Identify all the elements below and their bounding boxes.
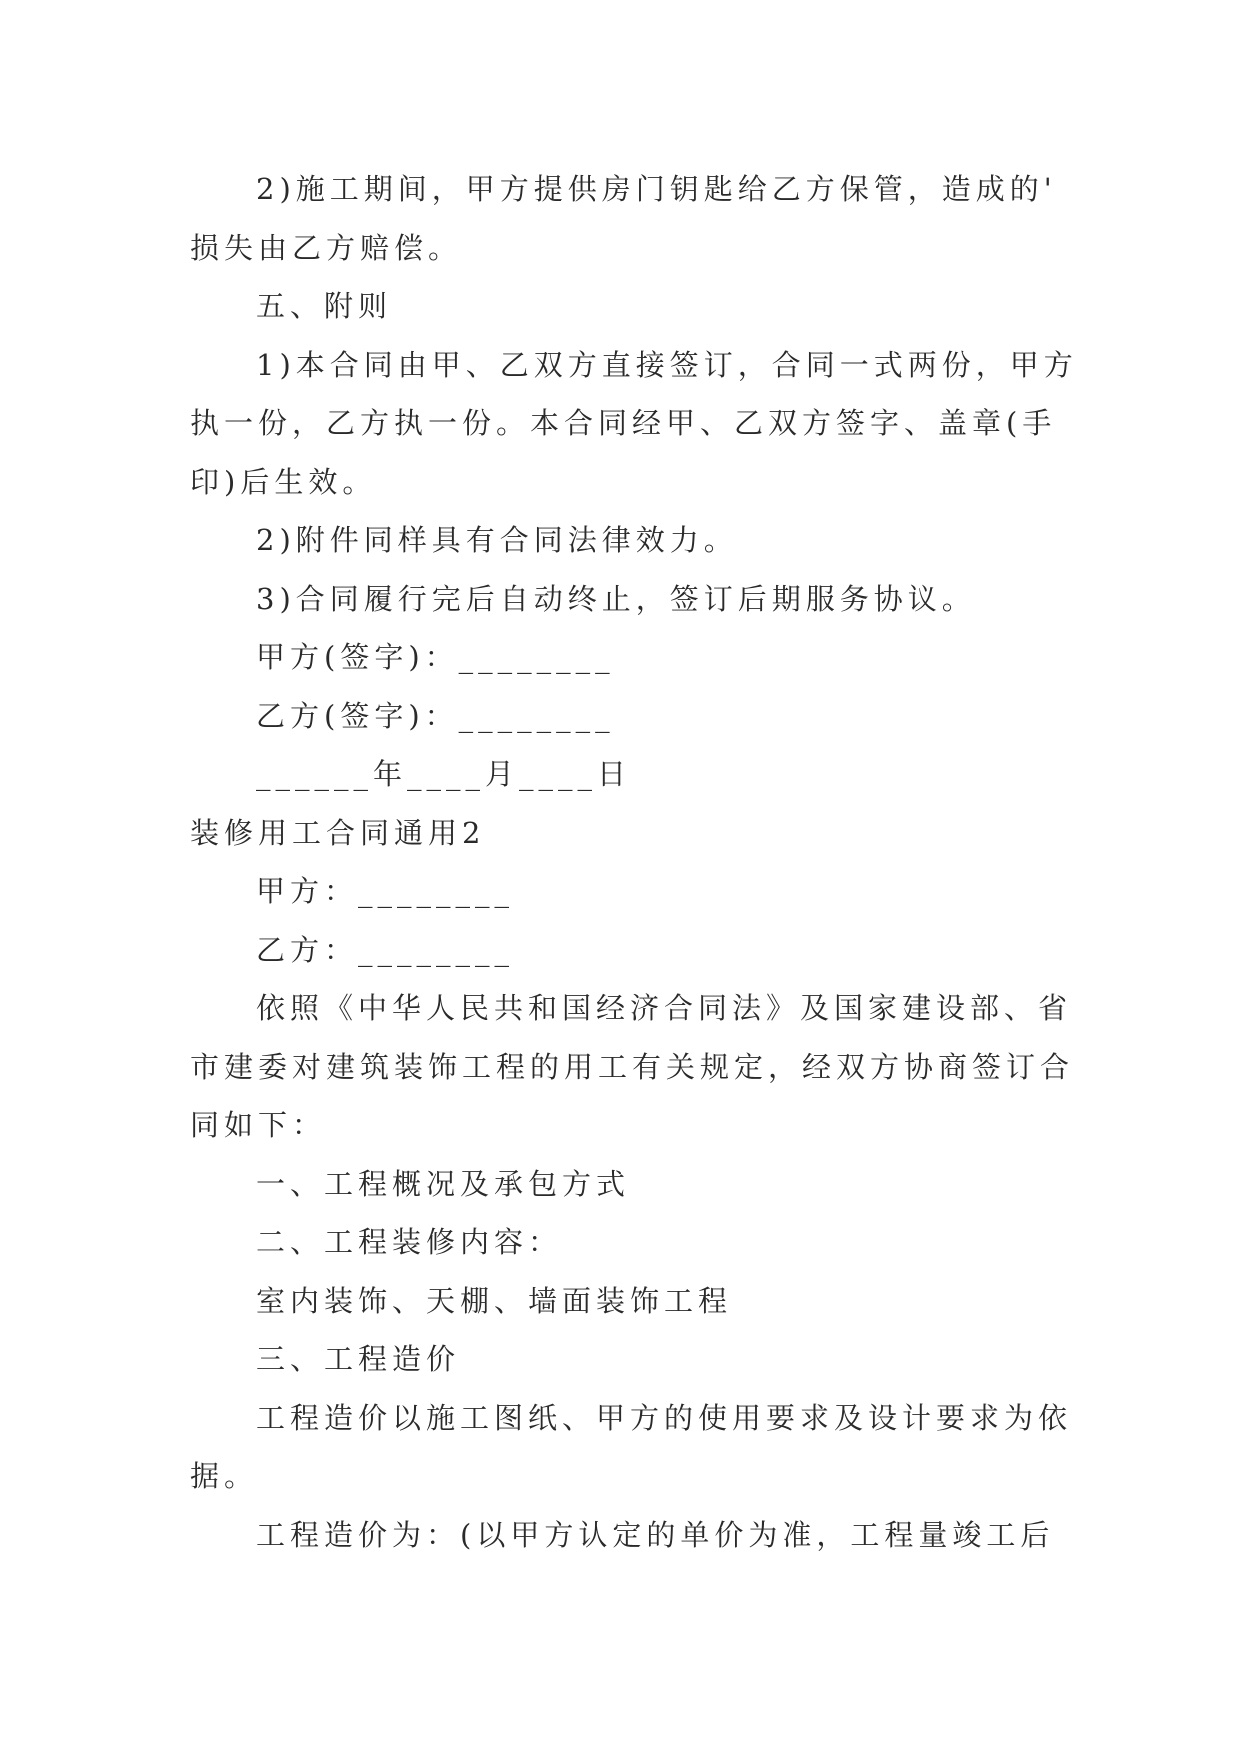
preamble-paragraph-cont: 市建委对建筑装饰工程的用工有关规定，经双方协商签订合 [190,1049,1075,1084]
document-body [190,160,1078,1564]
appendix-clause-1-cont: 印)后生效。 [190,464,377,499]
clause-keys-custody-cont: 损失由乙方赔偿。 [190,230,463,265]
party-b-signature-line: 乙方(签字)：________ [256,698,615,733]
section-heading-content: 二、工程装修内容： [256,1225,563,1259]
document-title: 装修用工合同通用2 [190,815,486,850]
appendix-clause-1-cont: 执一份，乙方执一份。本合同经甲、乙双方签字、盖章(手 [190,406,1057,440]
preamble-paragraph-cont: 同如下： [190,1108,327,1142]
section-heading-overview: 一、工程概况及承包方式 [256,1166,631,1201]
date-line: ______年____月____日 [256,757,632,791]
cost-basis-paragraph: 工程造价以施工图纸、甲方的使用要求及设计要求为依 [256,1400,1073,1435]
appendix-clause-3: 3)合同履行完后自动终止，签订后期服务协议。 [256,581,976,616]
preamble-paragraph: 依照《中华人民共和国经济合同法》及国家建设部、省 [256,991,1073,1025]
clause-keys-custody: 2)施工期间，甲方提供房门钥匙给乙方保管，造成的' [256,172,1057,206]
appendix-clause-2: 2)附件同样具有合同法律效力。 [256,523,738,557]
cost-basis-paragraph-cont: 据。 [190,1459,259,1493]
party-a-line: 甲方：________ [256,874,515,908]
party-a-signature-line: 甲方(签字)：________ [256,640,615,674]
section-heading-cost: 三、工程造价 [256,1342,461,1376]
content-description: 室内装饰、天棚、墙面装饰工程 [256,1283,733,1318]
section-heading-appendix: 五、附则 [256,289,393,323]
party-b-line: 乙方：________ [256,932,515,967]
appendix-clause-1: 1)本合同由甲、乙双方直接签订，合同一式两份，甲方 [256,347,1078,382]
cost-amount-paragraph: 工程造价为：(以甲方认定的单价为准，工程量竣工后 [256,1517,1055,1552]
